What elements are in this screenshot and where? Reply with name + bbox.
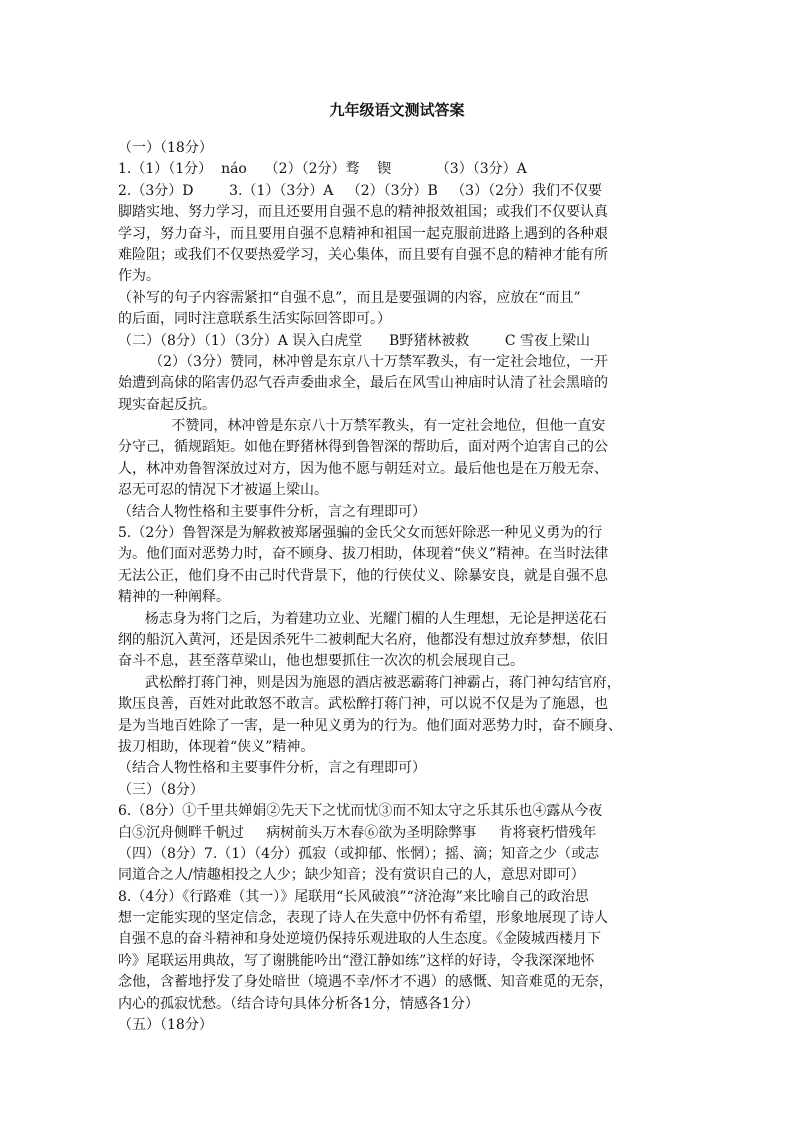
text-line: 难险阻；或我们不仅要热爱学习，关心集体，而且要有自强不息的精神才能有所	[118, 246, 608, 263]
text-line: 欺压良善，百姓对此敢怒不敢言。武松醉打蒋门神，可以说不仅是为了施恩，也	[118, 696, 608, 713]
text-line: 2.（3分）D 3.（1）（3分）A （2）（3分）B （3）（2分）我们不仅要	[118, 182, 602, 199]
text-line: （二）（8分）（1）（3分）A 误入白虎堂 B野猪林被救 C 雪夜上梁山	[118, 332, 591, 349]
text-line: 始遭到高俅的陷害仍忍气吞声委曲求全，最后在风雪山神庙时认清了社会黑暗的	[118, 375, 608, 392]
text-line: （结合人物性格和主要事件分析，言之有理即可）	[118, 503, 426, 520]
text-line: （补写的句子内容需紧扣“自强不息”，而且是要强调的内容，应放在“而且”	[118, 289, 581, 306]
text-line: 是为当地百姓除了一害，是一种见义勇为的行为。他们面对恶势力时，奋不顾身、	[118, 717, 622, 734]
text-line: （一）（18分）	[118, 140, 213, 156]
text-line: 作为。	[118, 268, 160, 285]
text-line: （结合人物性格和主要事件分析，言之有理即可）	[118, 760, 426, 777]
text-line: 为。他们面对恶势力时，奋不顾身、拔刀相助，体现着“侠义”精神。在当时法律	[118, 546, 609, 563]
text-line: 5.（2分）鲁智深是为解救被郑屠强骗的金氏父女而惩奸除恶一种见义勇为的行	[118, 525, 603, 542]
answer-body	[118, 138, 678, 1036]
text-line: 人，林冲劝鲁智深放过对方，因为他不愿与朝廷对立。最后他也是在万般无奈、	[118, 460, 608, 477]
text-line: 内心的孤寂忧愁。（结合诗句具体分析各1分，情感各1分）	[118, 995, 479, 1012]
text-line: （四）（8分）7.（1）（4分）孤寂（或抑郁、怅惘）；摇、滴；知音之少（或志	[118, 845, 600, 862]
text-line: （五）（18分）	[118, 1017, 213, 1034]
text-line: 脚踏实地、努力学习，而且还要用自强不息的精神报效祖国；或我们不仅要认真	[118, 204, 608, 221]
text-line: 武松醉打蒋门神，则是因为施恩的酒店被恶霸蒋门神霸占，蒋门神勾结官府，	[118, 674, 621, 691]
text-line: 1.（1）（1分） náo （2）（2分）骛 锲 （3）（3分）A	[118, 161, 527, 178]
text-line: 白⑤沉舟侧畔千帆过 病树前头万木春⑥欲为圣明除弊事 肯将衰朽惜残年	[118, 824, 597, 841]
text-line: 的后面，同时注意联系生活实际回答即可。）	[118, 311, 391, 328]
text-line: 6.（8分）①千里共婵娟②先天下之忧而忧③而不知太守之乐其乐也④露从今夜	[118, 803, 603, 820]
text-line: （2）（3分）赞同，林冲曾是东京八十万禁军教头，有一定社会地位，一开	[118, 353, 608, 370]
text-line: 8.（4分）《行路难（其一）》尾联用“长风破浪”“济沧海”来比喻自己的政治思	[118, 888, 589, 905]
text-line: 分守己，循规蹈矩。如他在野猪林得到鲁智深的帮助后，面对两个迫害自己的公	[118, 439, 608, 456]
text-line: 奋斗不息，甚至落草梁山，他也想要抓住一次次的机会展现自己。	[118, 653, 524, 670]
text-line: 精神的一种阐释。	[118, 589, 230, 606]
text-line: 现实奋起反抗。	[118, 396, 216, 413]
text-line: 杨志身为将门之后，为着建功立业、光耀门楣的人生理想，无论是押送花石	[118, 610, 607, 627]
text-line: 学习，努力奋斗，而且要用自强不息精神和祖国一起克服前进路上遇到的各种艰	[118, 225, 608, 242]
text-line: 不赞同，林冲曾是东京八十万禁军教头，有一定社会地位，但他一直安	[118, 418, 606, 435]
text-line: 自强不息的奋斗精神和身处逆境仍保持乐观进取的人生态度。《金陵城西楼月下	[118, 931, 601, 948]
text-line: 同道合之人/情趣相投之人少；缺少知音；没有赏识自己的人，意思对即可）	[118, 867, 585, 884]
text-line: 无法公正，他们身不由己时代背景下，他的行侠仗义、除暴安良，就是自强不息	[118, 567, 608, 584]
page-title: 九年级语文测试答案	[329, 101, 465, 119]
text-line: 拔刀相助，体现着“侠义”精神。	[118, 738, 315, 755]
text-line: 吟》尾联运用典故，写了谢朓能吟出“澄江静如练”这样的好诗，令我深深地怀	[118, 952, 595, 969]
text-line: 念他，含蓄地抒发了身处暗世（境遇不幸/怀才不遇）的感慨、知音难觅的无奈，	[118, 974, 613, 991]
text-line: 纲的船沉入黄河，还是因杀死牛二被刺配大名府，他都没有想过放弃梦想，依旧	[118, 631, 608, 648]
text-line: 忍无可忍的情况下才被逼上梁山。	[118, 482, 328, 499]
text-line: 想一定能实现的坚定信念，表现了诗人在失意中仍怀有希望，形象地展现了诗人	[118, 910, 608, 927]
text-line: （三）（8分）	[118, 781, 204, 798]
